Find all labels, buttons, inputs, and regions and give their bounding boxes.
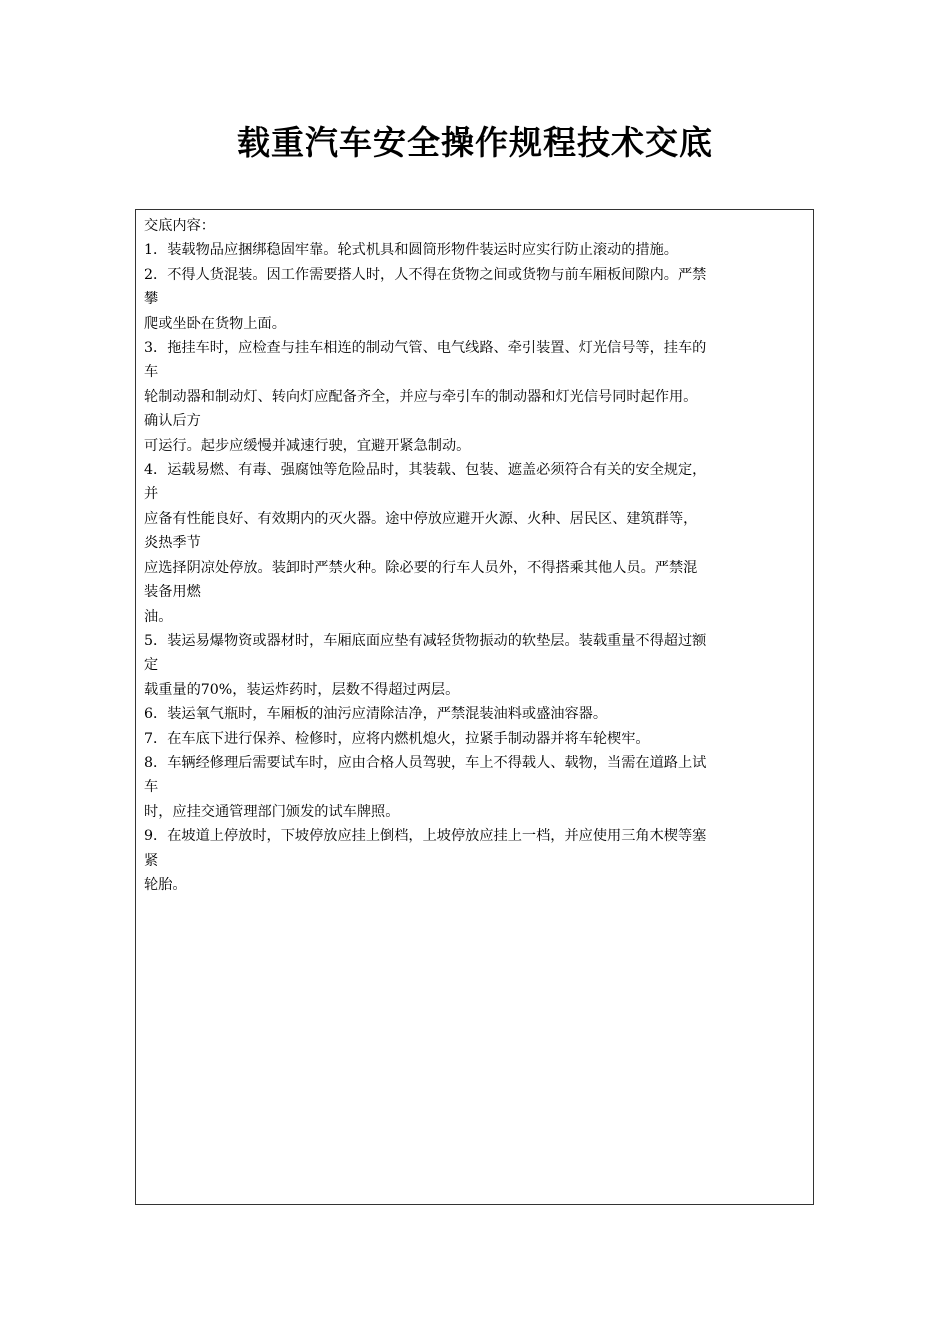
document-title: 载重汽车安全操作规程技术交底 [237, 123, 713, 162]
content-line: 爬或坐卧在货物上面。 [144, 315, 286, 332]
content-line: 装备用燃 [144, 584, 201, 601]
content-line: 8．车辆经修理后需要试车时，应由合格人员驾驶，车上不得载人、载物，当需在道路上试 [144, 754, 707, 771]
content-line: 可运行。起步应缓慢并减速行驶，宜避开紧急制动。 [144, 437, 471, 454]
content-line: 车 [144, 779, 159, 796]
content-line: 3．拖挂车时，应检查与挂车相连的制动气管、电气线路、牵引装置、灯光信号等，挂车的 [144, 340, 707, 357]
content-line: 应选择阴凉处停放。装卸时严禁火种。除必要的行车人员外，不得搭乘其他人员。严禁混 [144, 559, 698, 576]
content-line: 轮胎。 [144, 876, 187, 893]
content-line: 并 [144, 486, 159, 503]
content-line: 4．运载易燃、有毒、强腐蚀等危险品时，其装载、包装、遮盖必须符合有关的安全规定， [144, 462, 707, 479]
content-line: 载重量的70%，装运炸药时，层数不得超过两层。 [144, 681, 460, 698]
content-line: 定 [144, 657, 159, 674]
content-line: 9．在坡道上停放时，下坡停放应挂上倒档，上坡停放应挂上一档，并应使用三角木楔等塞 [144, 828, 707, 845]
content-line: 7．在车底下进行保养、检修时，应将内燃机熄火，拉紧手制动器并将车轮楔牢。 [144, 730, 650, 747]
content-line: 确认后方 [144, 413, 201, 430]
content-line: 油。 [144, 608, 173, 625]
content-box [135, 209, 814, 1205]
content-line: 轮制动器和制动灯、转向灯应配备齐全，并应与牵引车的制动器和灯光信号同时起作用。 [144, 388, 698, 405]
content-line: 攀 [144, 291, 159, 308]
content-line: 1．装载物品应捆绑稳固牢靠。轮式机具和圆筒形物件装运时应实行防止滚动的措施。 [144, 242, 678, 259]
content-line: 6．装运氧气瓶时，车厢板的油污应清除洁净，严禁混装油料或盛油容器。 [144, 706, 608, 723]
content-line: 时，应挂交通管理部门颁发的试车牌照。 [144, 803, 400, 820]
content-line: 紧 [144, 852, 159, 869]
content-line: 车 [144, 364, 159, 381]
content-line: 5．装运易爆物资或器材时，车厢底面应垫有减轻货物振动的软垫层。装载重量不得超过额 [144, 632, 707, 649]
section-label: 交底内容： [144, 218, 215, 234]
content-line: 2．不得人货混装。因工作需要搭人时，人不得在货物之间或货物与前车厢板间隙内。严禁 [144, 266, 707, 283]
content-body [144, 214, 808, 897]
content-line: 炎热季节 [144, 535, 201, 552]
content-line: 应备有性能良好、有效期内的灭火器。途中停放应避开火源、火种、居民区、建筑群等， [144, 510, 698, 527]
